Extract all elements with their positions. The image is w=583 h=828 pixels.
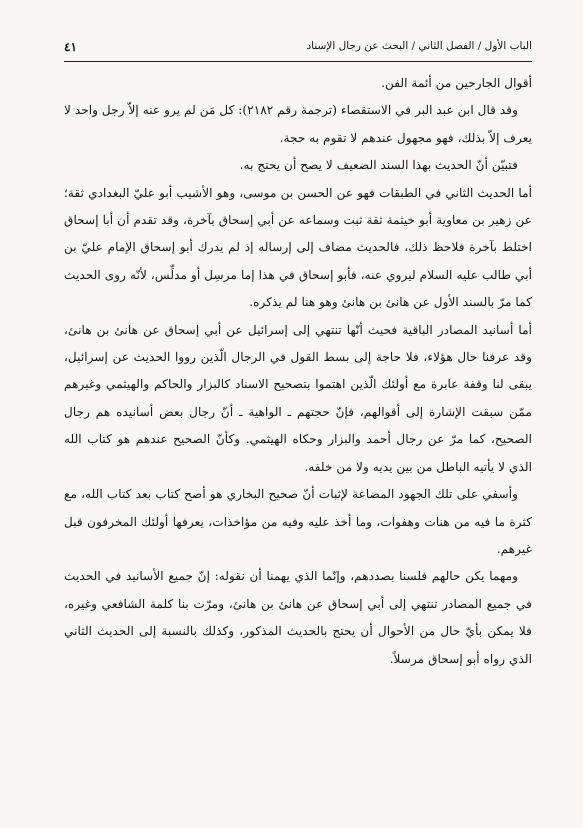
header-rule bbox=[64, 61, 532, 62]
paragraph: أقوال الجارحين من أئمة الفن. bbox=[381, 76, 532, 90]
paragraph: وأسفي على تلك الجهود المضاعة لإثبات أنّ صحيح البخاري هو أصح كتاب بعد كتاب الله، مع كثرة ما فيه من هنات وهفوات، وما أخذ عليه وفيه من مؤاخذات، يعرفها أولئك المخرفون قبل غيرهم. bbox=[64, 487, 532, 556]
paragraph: أما أسانيد المصادر الباقية فحيث أنّها تنتهي إلى إسرائيل عن أبي إسحاق عن هانئ بن هانئ، وقد عرفنا حال هؤلاء، فلا حاجة إلى بسط القول في الرجال الّذين رووا الحديث عن إسرائيل، يبقى لنا وقفة عابرة مع أولئك الّذين اهتموا بتصحيح الاسناد كالبزار والحاكم والهيثمي وغيرهم ممّن سبقت الإشارة إلى أقوالهم، فإنّ حجتهم ـ الواهية ـ أنّ رجال بعض أسانيده هم رجال الصحيح، كما مرّ عن رجال أحمد والبزار وحكاه الهيثمي. وكأنّ الصحيح عندهم هو كتاب الله الذي لا يأتيه الباطل من بين يديه ولا من خلفه. bbox=[64, 322, 532, 474]
page-body bbox=[64, 70, 532, 673]
paragraph: أما الحديث الثاني في الطبقات فهو عن الحسن بن موسى، وهو الأشيب أبو عليّ البغدادي ثقة؛ عن زهير بن معاوية أبو خيثمة ثقة ثبت وسماعه عن أبي إسحاق بآخرة، وقد تقدم أن أبا إسحاق اختلط بآخرة فلاحظ ذلك، فالحديث مضاف إلى إرساله إذ لم يدرك أبو إسحاق الإمام عليّ بن أبي طالب عليه السلام ليروي عنه، فأبو إسحاق في هذا إما مرسِل أو مدلِّس، لأنّه روى الحديث كما مرّ بالسند الأول عن هانئ بن هانئ وهو هنا لم يذكره. bbox=[64, 185, 532, 310]
paragraph: فتبيّن أنّ الحديث بهذا السند الضعيف لا يصح أن يحتج به. bbox=[239, 158, 518, 173]
paragraph: وقد قال ابن عبد البر في الاستقصاء (ترجمة رقم ٢١٨٢): كل مَن لم يرو عنه إلاّ رجل واحد لا يعرف إلاّ بذلك، فهو مجهول عندهم لا تقوم به حجة. bbox=[64, 103, 532, 145]
running-header bbox=[64, 40, 532, 58]
page-number: ٤١ bbox=[64, 40, 77, 54]
running-title: الباب الأول / الفصل الثاني / البحث عن رجال الإسناد bbox=[306, 40, 532, 52]
paragraph: ومهما يكن حالهم فلسنا بصددهم، وإنّما الذي يهمنا أن نقوله: إنّ جميع الأسانيد في الحديث في جميع المصادر تنتهي إلى أبي إسحاق عن هانئ بن هانئ، ومرّت بنا كلمة الشافعي وغيره، فلا يمكن بأيّ حال من الأحوال أن يحتج بالحديث المذكور، وكذلك بالنسبة إلى الحديث الثاني الذي رواه أبو إسحاق مرسلاً. bbox=[64, 569, 532, 666]
